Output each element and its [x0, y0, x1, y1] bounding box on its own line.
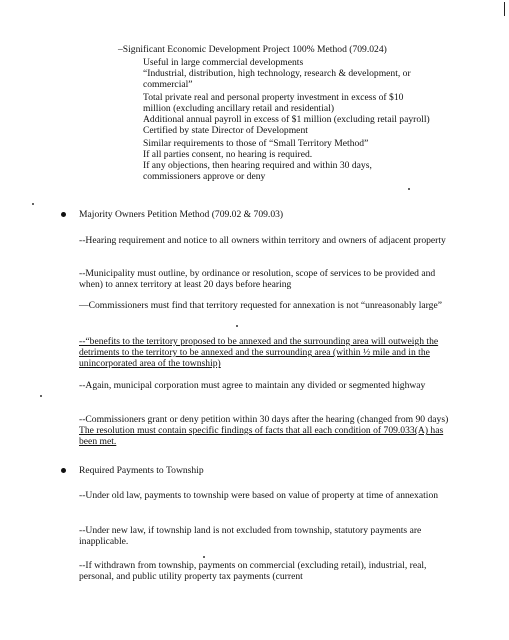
section3-paragraph: --Under old law, payments to township were based on value of property at time of annexation — [79, 490, 439, 501]
page-edge-mark — [504, 2, 506, 16]
section1-line: million (excluding ancillary retail and residential) — [143, 103, 335, 114]
section2-paragraph: —Commissioners must find that territory requested for annexation is not “unreasonably large” — [79, 300, 442, 311]
scan-speck — [236, 325, 238, 327]
section1-line: Additional annual payroll in excess of $1 million (excluding retail payroll) — [143, 114, 430, 125]
scan-speck — [203, 556, 205, 558]
bullet-dot-icon — [61, 468, 66, 473]
section2-heading: Majority Owners Petition Method (709.02 & 709.03) — [79, 209, 284, 220]
section1-line: If all parties consent, no hearing is required. — [143, 149, 313, 160]
section2-underlined-quote: --“benefits to the territory proposed to be annexed and the surrounding area will outweigh the detriments to the territory to be annexed and the surrounding area (within ½ mile and in the unincorporated area of the township) — [79, 336, 439, 370]
section2-p6-underlined: The resolution must contain specific findings of facts that all each condition of 709.033(A) has been met. — [79, 425, 444, 448]
section1-line: commercial” — [143, 79, 193, 90]
section1-line: Useful in large commercial developments — [143, 57, 304, 68]
section1-heading: –Significant Economic Development Project 100% Method (709.024) — [118, 44, 387, 55]
section1-line: “Industrial, distribution, high technology, research & development, or — [143, 68, 411, 79]
section1-line: Similar requirements to those of “Small Territory Method” — [143, 138, 369, 149]
section2-paragraph — [79, 414, 459, 448]
bullet-dot-icon — [61, 212, 66, 217]
section2-paragraph: --Again, municipal corporation must agree to maintain any divided or segmented highway — [79, 380, 426, 391]
scan-speck — [32, 203, 34, 205]
section2-p6-text: --Commissioners grant or deny petition within 30 days after the hearing (changed from 90 days) — [79, 414, 449, 425]
section1-line: commissioners approve or deny — [143, 171, 266, 182]
scan-speck — [40, 395, 42, 397]
scan-speck — [408, 188, 410, 190]
section1-line: Total private real and personal property investment in excess of $10 — [143, 92, 404, 103]
section3-heading: Required Payments to Township — [79, 465, 204, 476]
section2-paragraph: --Hearing requirement and notice to all owners within territory and owners of adjacent property — [79, 235, 446, 246]
section3-paragraph: --Under new law, if township land is not excluded from township, statutory payments are inapplicable. — [79, 525, 422, 548]
section3-paragraph: --If withdrawn from township, payments on commercial (excluding retail), industrial, real, personal, and public utility property tax payments (current — [79, 560, 427, 583]
section1-line: If any objections, then hearing required and within 30 days, — [143, 160, 372, 171]
section2-paragraph: --Municipality must outline, by ordinance or resolution, scope of services to be provided and when) to annex territory at least 20 days before hearing — [79, 268, 436, 291]
section1-line: Certified by state Director of Development — [143, 125, 308, 136]
